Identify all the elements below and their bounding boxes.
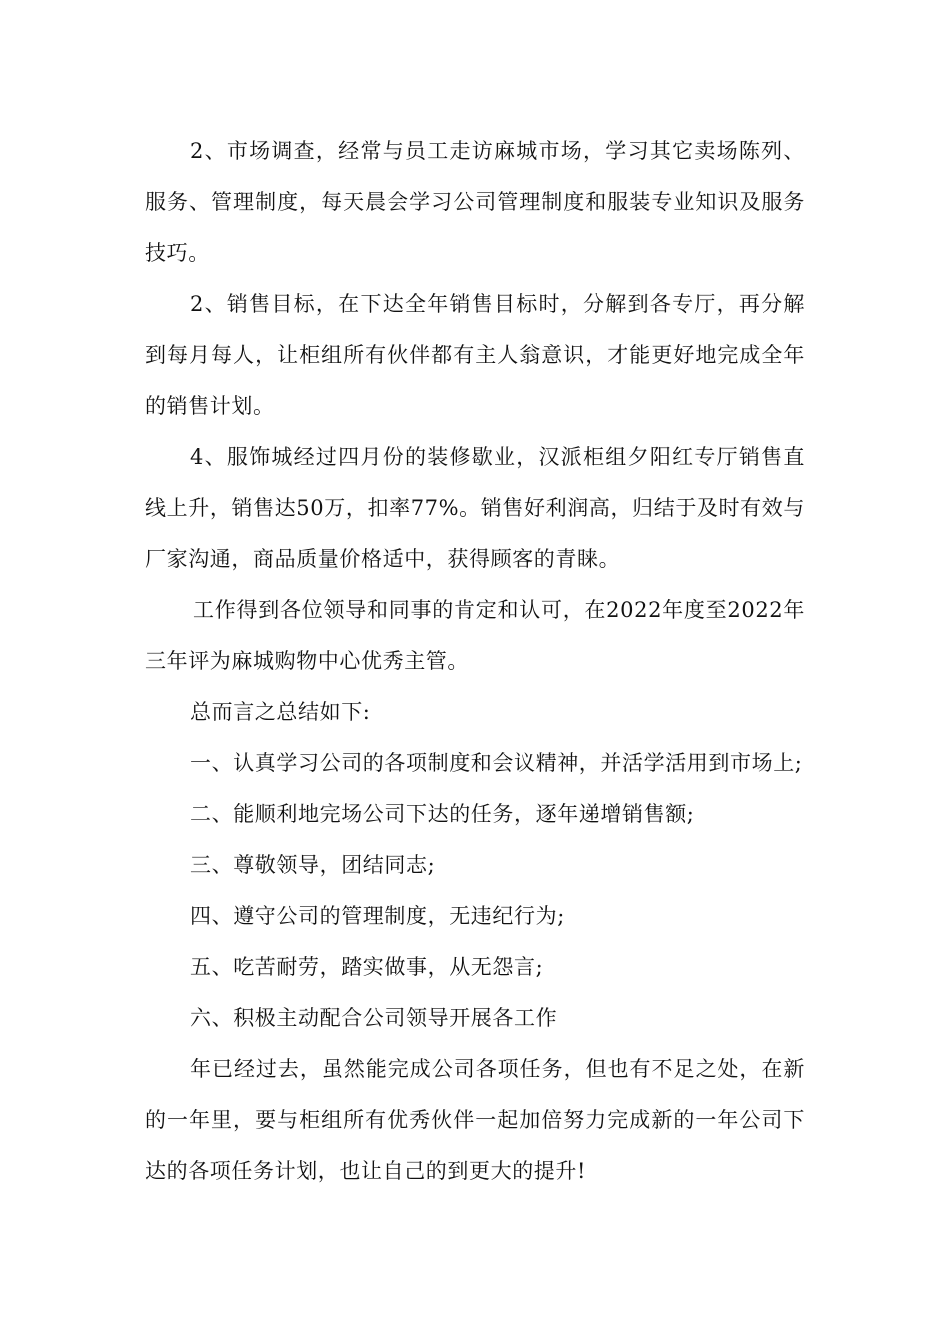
paragraph-renovation-results: 4、服饰城经过四月份的装修歇业，汉派柜组夕阳红专厅销售直线上升，销售达50万，扣率77%。销售好利润高，归结于及时有效与厂家沟通，商品质量价格适中，获得顾客的青睐。: [145, 445, 805, 571]
document-body: [145, 126, 805, 1197]
paragraph-summary-intro: 总而言之总结如下:: [190, 700, 371, 724]
summary-item-3: 三、尊敬领导，团结同志;: [190, 853, 436, 877]
summary-item-1: 一、认真学习公司的各项制度和会议精神，并活学活用到市场上;: [190, 751, 803, 775]
paragraph-closing: 年已经过去，虽然能完成公司各项任务，但也有不足之处，在新的一年里，要与柜组所有优秀伙伴一起加倍努力完成新的一年公司下达的各项任务计划，也让自己的到更大的提升!: [145, 1057, 805, 1183]
paragraph-market-research: 2、市场调查，经常与员工走访麻城市场，学习其它卖场陈列、服务、管理制度，每天晨会学习公司管理制度和服装专业知识及服务技巧。: [145, 139, 805, 265]
summary-item-5: 五、吃苦耐劳，踏实做事，从无怨言;: [190, 955, 544, 979]
summary-item-2: 二、能顺利地完场公司下达的任务，逐年递增销售额;: [190, 802, 695, 826]
paragraph-recognition: 工作得到各位领导和同事的肯定和认可，在2022年度至2022年三年评为麻城购物中心优秀主管。: [145, 598, 805, 673]
paragraph-sales-target: 2、销售目标，在下达全年销售目标时，分解到各专厅，再分解到每月每人，让柜组所有伙伴都有主人翁意识，才能更好地完成全年的销售计划。: [145, 292, 805, 418]
summary-item-6: 六、积极主动配合公司领导开展各工作: [190, 1006, 558, 1030]
summary-item-4: 四、遵守公司的管理制度，无违纪行为;: [190, 904, 565, 928]
